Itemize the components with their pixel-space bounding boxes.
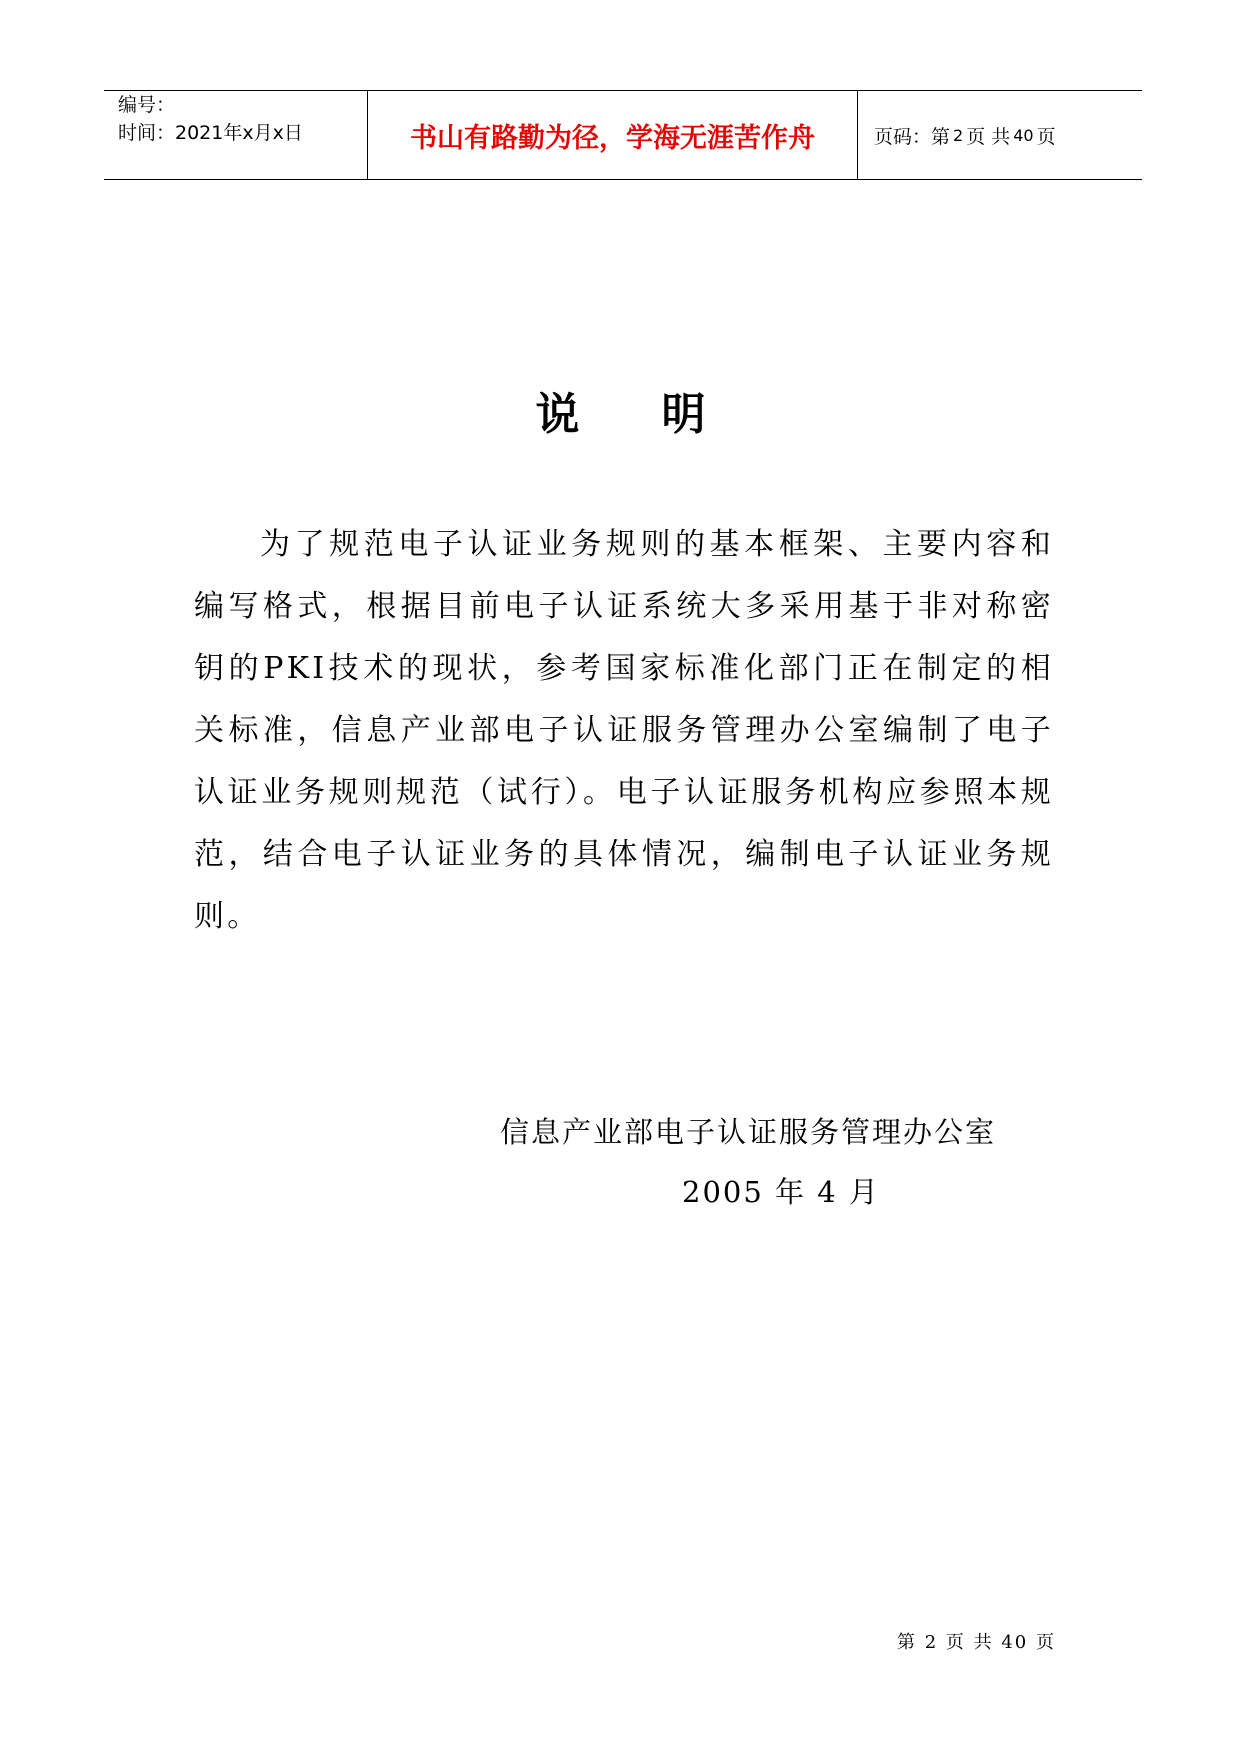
title-char-2: 明: [661, 389, 706, 440]
signature-organization: 信息产业部电子认证服务管理办公室: [500, 1115, 997, 1149]
page-title: [0, 378, 1241, 442]
time-label: 时间：2021年x月x日: [118, 122, 303, 144]
header-motto: 书山有路勤为径，学海无涯苦作舟: [410, 122, 815, 154]
title-char-1: 说: [535, 389, 580, 440]
page-footer: 第 2 页 共 40 页: [897, 1632, 1056, 1653]
page-label-mid: 页 共: [966, 125, 1011, 148]
page-header: [104, 90, 1142, 180]
serial-number-label: 编号：: [118, 94, 176, 116]
body-paragraph: 为了规范电子认证业务规则的基本框架、主要内容和编写格式，根据目前电子认证系统大多采用基于非对称密钥的PKI技术的现状，参考国家标准化部门正在制定的相关标准，信息产业部电子认证服务管理办公室编制了电子认证业务规则规范（试行）。电子认证服务机构应参照本规范，结合电子认证业务的具体情况，编制电子认证业务规则。: [194, 527, 1054, 934]
signature-date: 2005 年 4 月: [682, 1175, 880, 1209]
header-motto-cell: [368, 91, 858, 179]
page-label-prefix: 页码：第: [874, 125, 951, 148]
page-current-number: 2: [953, 125, 964, 145]
header-info-cell: [104, 91, 368, 179]
page-total-number: 40: [1013, 125, 1034, 145]
header-page-cell: [858, 91, 1142, 179]
page-label-suffix: 页: [1036, 125, 1056, 148]
